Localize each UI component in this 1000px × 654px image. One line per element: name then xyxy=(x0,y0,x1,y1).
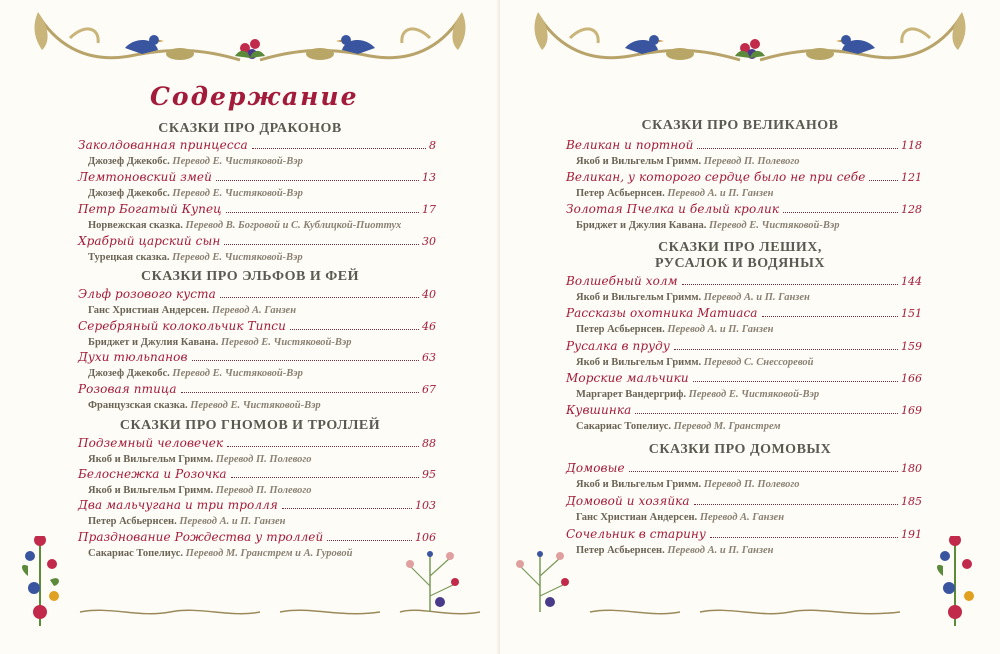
entry-page: 166 xyxy=(901,372,922,385)
leader-dots xyxy=(693,381,898,382)
leader-dots xyxy=(282,508,412,509)
toc-entry[interactable] xyxy=(78,234,436,266)
leader-dots xyxy=(181,392,419,393)
entry-page: 8 xyxy=(429,139,436,152)
entry-title: Русалка в пруду xyxy=(566,339,670,353)
entry-page: 121 xyxy=(901,171,922,184)
toc-entry[interactable] xyxy=(78,138,436,170)
bottom-ornament-right xyxy=(500,536,1000,626)
entry-title: Храбрый царский сын xyxy=(78,234,221,248)
entry-title: Великан, у которого сердце было не при себе xyxy=(566,170,866,184)
entry-title: Кувшинка xyxy=(566,403,632,417)
top-ornament-right xyxy=(530,8,970,80)
section-heading: СКАЗКИ ПРО ДОМОВЫХ xyxy=(648,442,832,457)
section-heading: СКАЗКИ ПРО ГНОМОВ И ТРОЛЛЕЙ xyxy=(119,418,381,433)
section-heading: СКАЗКИ ПРО ЛЕШИХ, РУСАЛОК И ВОДЯНЫХ xyxy=(655,240,825,271)
leader-dots xyxy=(192,360,419,361)
entry-page: 106 xyxy=(415,531,436,544)
entry-title: Морские мальчики xyxy=(566,371,689,385)
entry-page: 88 xyxy=(422,437,436,450)
entry-title: Духи тюльпанов xyxy=(78,350,188,364)
entry-author: Сакариас Топелиус. Перевод М. Гранстрем xyxy=(576,421,781,432)
entry-page: 180 xyxy=(901,462,922,475)
leader-dots xyxy=(762,316,898,317)
entry-author: Турецкая сказка. Перевод Е. Чистяковой-Вэр xyxy=(88,252,303,263)
leader-dots xyxy=(694,504,898,505)
entry-title: Два мальчугана и три тролля xyxy=(78,498,278,512)
entry-page: 13 xyxy=(422,171,436,184)
entry-page: 46 xyxy=(422,320,436,333)
toc-entry[interactable] xyxy=(78,382,436,414)
leader-dots xyxy=(226,212,419,213)
toc-entry[interactable] xyxy=(78,170,436,202)
entry-author: Джозеф Джекобс. Перевод Е. Чистяковой-Вэр xyxy=(88,188,303,199)
entry-page: 95 xyxy=(422,468,436,481)
entry-page: 144 xyxy=(901,275,922,288)
leader-dots xyxy=(682,284,898,285)
entry-title: Домовые xyxy=(566,461,625,475)
entry-title: Волшебный холм xyxy=(566,274,678,288)
entry-title: Серебряный колокольчик Типси xyxy=(78,319,286,333)
leader-dots xyxy=(227,446,419,447)
entry-author: Якоб и Вильгельм Гримм. Перевод А. и П. Ганзен xyxy=(576,292,810,303)
entry-page: 103 xyxy=(415,499,436,512)
toc-entry[interactable] xyxy=(78,202,436,234)
leader-dots xyxy=(216,180,419,181)
right-page xyxy=(500,0,1000,654)
toc-entry[interactable] xyxy=(566,339,922,371)
entry-author: Бриджет и Джулия Кавана. Перевод Е. Чистяковой-Вэр xyxy=(88,337,352,348)
entry-title: Эльф розового куста xyxy=(78,287,216,301)
section-heading: СКАЗКИ ПРО ЭЛЬФОВ И ФЕЙ xyxy=(140,269,360,284)
toc-entry[interactable] xyxy=(78,350,436,382)
leader-dots xyxy=(635,413,898,414)
entry-author: Ганс Христиан Андерсен. Перевод А. Ганзен xyxy=(88,305,297,316)
entry-author: Маргарет Вандергриф. Перевод Е. Чистяковой-Вэр xyxy=(576,389,820,400)
entry-title: Сочельник в старину xyxy=(566,527,706,541)
toc-entry[interactable] xyxy=(78,467,436,499)
toc-entry[interactable] xyxy=(78,498,436,530)
entry-author: Французская сказка. Перевод Е. Чистяковой-Вэр xyxy=(88,400,321,411)
entry-title: Домовой и хозяйка xyxy=(566,494,690,508)
entry-author: Петер Асбьернсен. Перевод А. и П. Ганзен xyxy=(576,545,774,556)
entry-author: Якоб и Вильгельм Гримм. Перевод П. Полевого xyxy=(576,156,800,167)
entry-page: 128 xyxy=(901,203,922,216)
toc-entry[interactable] xyxy=(78,319,436,351)
entry-author: Якоб и Вильгельм Гримм. Перевод П. Полевого xyxy=(88,454,312,465)
toc-entry[interactable] xyxy=(566,306,922,338)
entry-author: Джозеф Джекобс. Перевод Е. Чистяковой-Вэр xyxy=(88,368,303,379)
entry-author: Якоб и Вильгельм Гримм. Перевод С. Снессоревой xyxy=(576,357,814,368)
entry-author: Бриджет и Джулия Кавана. Перевод Е. Чистяковой-Вэр xyxy=(576,220,840,231)
entry-page: 67 xyxy=(422,383,436,396)
leader-dots xyxy=(783,212,898,213)
toc-entry[interactable] xyxy=(566,202,922,234)
entry-title: Лемтоновский змей xyxy=(78,170,212,184)
toc-entry[interactable] xyxy=(566,371,922,403)
entry-author: Ганс Христиан Андерсен. Перевод А. Ганзен xyxy=(576,512,785,523)
entry-page: 169 xyxy=(901,404,922,417)
entry-title: Заколдованная принцесса xyxy=(78,138,248,152)
section-heading: СКАЗКИ ПРО ВЕЛИКАНОВ xyxy=(641,118,839,133)
entry-author: Сакариас Топелиус. Перевод М. Гранстрем и А. Гуровой xyxy=(88,548,353,559)
entry-author: Петер Асбьернсен. Перевод А. и П. Ганзен xyxy=(576,188,774,199)
leader-dots xyxy=(231,477,419,478)
leader-dots xyxy=(290,329,419,330)
leader-dots xyxy=(674,349,898,350)
toc-entry[interactable] xyxy=(566,494,922,526)
leader-dots xyxy=(224,244,419,245)
toc-entry[interactable] xyxy=(566,461,922,493)
entry-title: Петр Богатый Купец xyxy=(78,202,222,216)
toc-entry[interactable] xyxy=(566,170,922,202)
leader-dots xyxy=(629,471,898,472)
entry-author: Петер Асбьернсен. Перевод А. и П. Ганзен xyxy=(88,516,286,527)
entry-page: 191 xyxy=(901,528,922,541)
leader-dots xyxy=(220,297,419,298)
entry-page: 30 xyxy=(422,235,436,248)
top-ornament-left xyxy=(30,8,470,80)
entry-page: 159 xyxy=(901,340,922,353)
page-title: Содержание xyxy=(150,82,359,111)
entry-page: 151 xyxy=(901,307,922,320)
leader-dots xyxy=(869,180,898,181)
entry-author: Якоб и Вильгельм Гримм. Перевод П. Полевого xyxy=(88,485,312,496)
entry-page: 185 xyxy=(901,495,922,508)
toc-entry[interactable] xyxy=(566,138,922,170)
toc-entry[interactable] xyxy=(566,274,922,306)
section-heading: СКАЗКИ ПРО ДРАКОНОВ xyxy=(158,121,342,136)
entry-title: Подземный человечек xyxy=(78,436,224,450)
entry-page: 40 xyxy=(422,288,436,301)
entry-title: Рассказы охотника Матиаса xyxy=(566,306,758,320)
bottom-ornament-left xyxy=(0,536,500,626)
entry-page: 118 xyxy=(901,139,922,152)
entry-author: Петер Асбьернсен. Перевод А. и П. Ганзен xyxy=(576,324,774,335)
leader-dots xyxy=(697,148,898,149)
entry-page: 17 xyxy=(422,203,436,216)
entry-title: Празднование Рождества у троллей xyxy=(78,530,324,544)
entry-author: Норвежская сказка. Перевод В. Богровой и С. Кублицкой-Пиоттух xyxy=(88,220,402,231)
leader-dots xyxy=(252,148,426,149)
entry-author: Джозеф Джекобс. Перевод Е. Чистяковой-Вэр xyxy=(88,156,303,167)
toc-entry[interactable] xyxy=(566,403,922,435)
entry-title: Розовая птица xyxy=(78,382,177,396)
toc-entry[interactable] xyxy=(78,287,436,319)
entry-title: Золотая Пчелка и белый кролик xyxy=(566,202,780,216)
entry-title: Белоснежка и Розочка xyxy=(78,467,227,481)
entry-author: Якоб и Вильгельм Гримм. Перевод П. Полевого xyxy=(576,479,800,490)
entry-title: Великан и портной xyxy=(566,138,694,152)
toc-entry[interactable] xyxy=(78,436,436,468)
entry-page: 63 xyxy=(422,351,436,364)
